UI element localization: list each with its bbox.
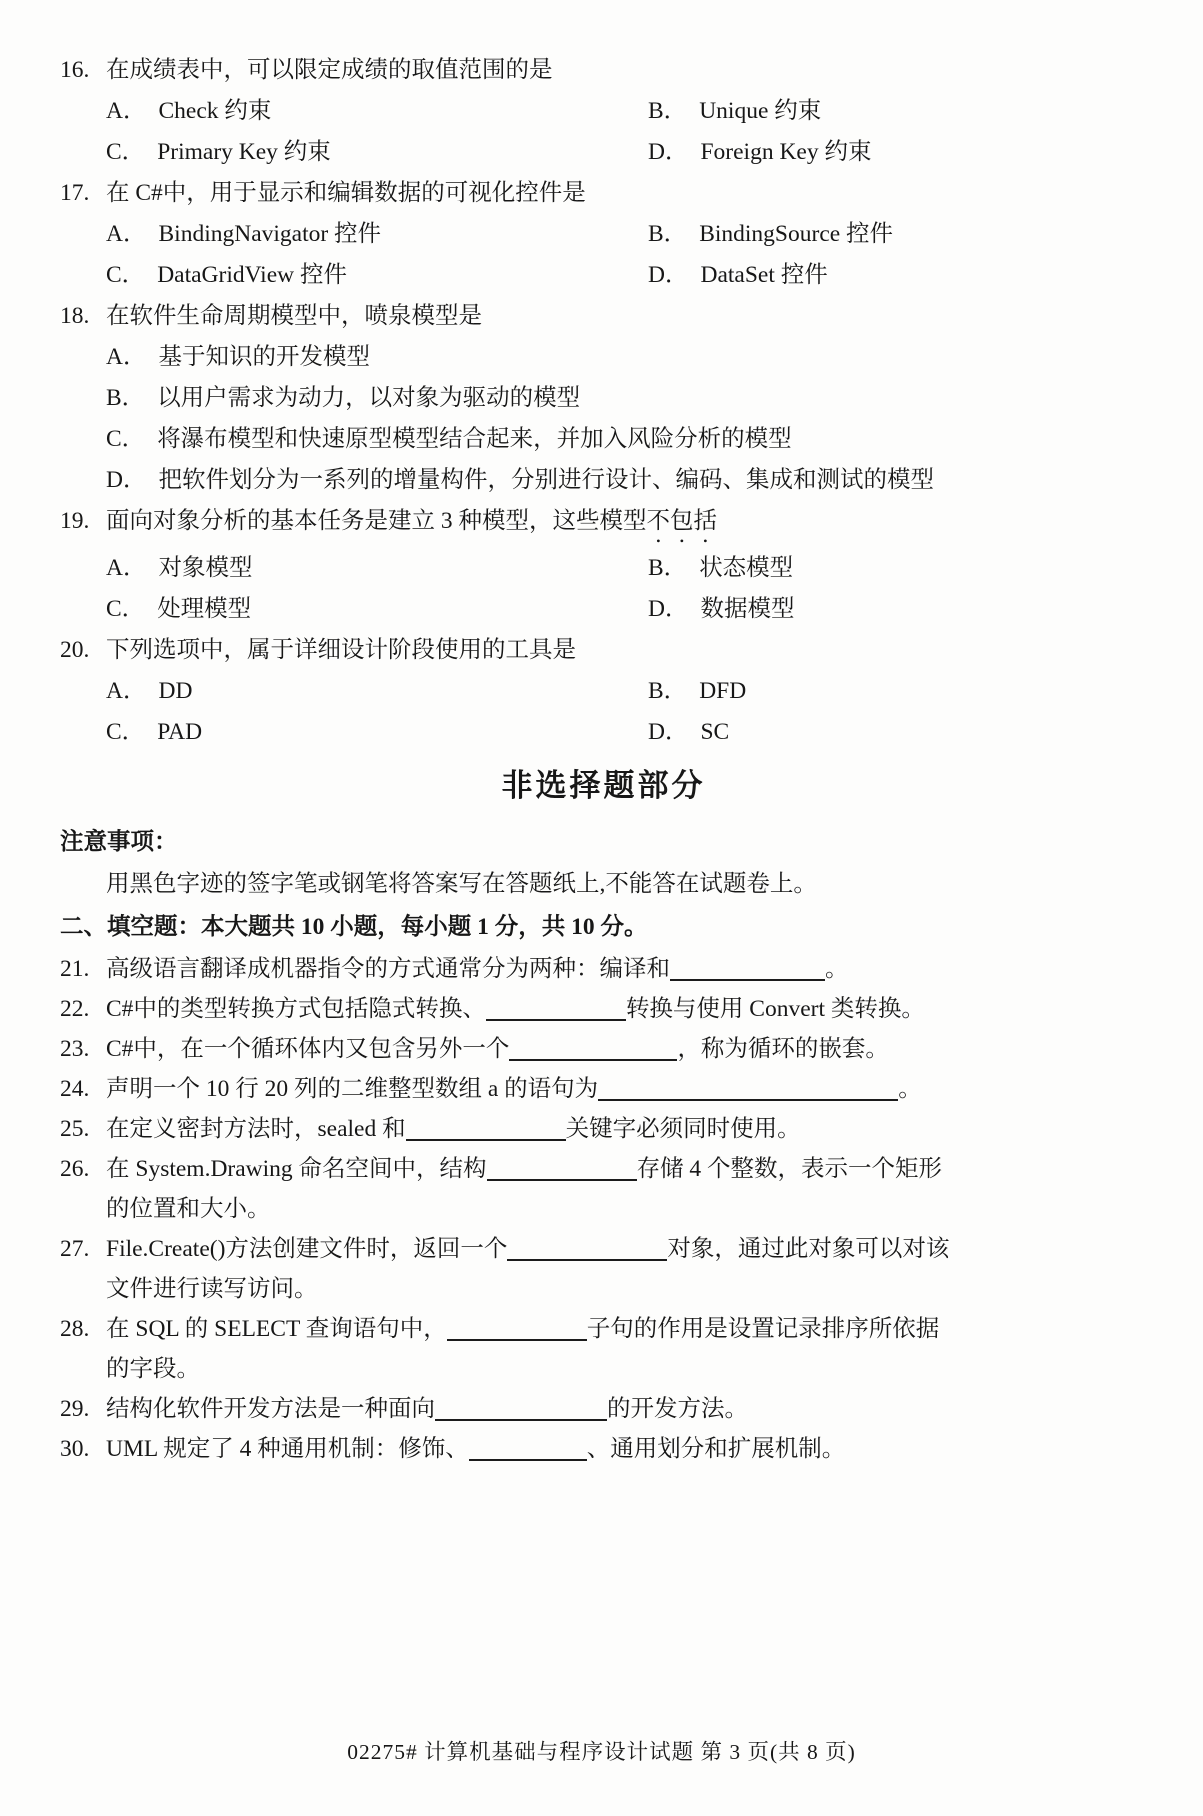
option-c [106,589,648,630]
question-stem: 在成绩表中，可以限定成绩的取值范围的是 [106,57,553,83]
option-label: A． [106,678,147,704]
option-text: SC [700,719,730,745]
option-label: D． [648,596,689,622]
option-label: B． [106,385,146,411]
option-c [106,712,648,753]
page-footer: 02275# 计算机基础与程序设计试题 第 3 页(共 8 页) [347,1740,856,1764]
question-16 [60,50,1147,173]
option-a [106,671,648,712]
option-text: Foreign Key 约束 [700,139,872,165]
option-row [60,589,1147,630]
option-b [648,548,1147,589]
fill-item-29 [60,1389,1147,1429]
fill-post: 。 [898,1076,922,1102]
option-text: Primary Key 约束 [157,139,331,165]
fill-post: 。 [825,956,849,982]
option-a [106,214,648,255]
question-number: 19. [60,508,90,534]
option-d [648,255,1147,296]
option-label: C． [106,426,146,452]
option-text: DataGridView 控件 [157,262,347,288]
question-number: 22. [60,996,90,1022]
fill-post: 对象，通过此对象可以对该 [667,1236,950,1262]
fill-item-25 [60,1109,1147,1149]
option-row [60,91,1147,132]
fill-continuation: 文件进行读写访问。 [106,1276,318,1302]
option-c [106,132,648,173]
fill-pre: C#中，在一个循环体内又包含另外一个 [106,1036,510,1062]
fill-item-text [106,1229,1147,1309]
option-text: DD [158,678,193,704]
question-number: 16. [60,57,90,83]
option-label: A． [106,221,147,247]
option-text: 处理模型 [157,596,252,622]
question-number: 27. [60,1236,90,1262]
fill-continuation: 的位置和大小。 [106,1196,271,1222]
option-label: A． [106,555,147,581]
option-text: 对象模型 [158,555,253,581]
option-text: PAD [157,719,203,745]
fill-item-24 [60,1069,1147,1109]
fill-item-27 [60,1229,1147,1309]
option-c [106,255,648,296]
fill-item-28 [60,1309,1147,1389]
option-label: A． [106,344,147,370]
fill-post: 的开发方法。 [607,1396,748,1422]
option-label: C． [106,262,146,288]
fill-item-text [106,1149,1147,1229]
option-c [106,419,792,460]
option-b [648,671,1147,712]
option-text: Unique 约束 [699,98,822,124]
option-row [60,548,1147,589]
question-number: 26. [60,1156,90,1182]
fill-pre: 在 SQL 的 SELECT 查询语句中， [106,1316,447,1342]
fill-pre: UML 规定了 4 种通用机制：修饰、 [106,1436,469,1462]
section-title: 非选择题部分 [501,768,706,803]
question-stem: 在 C#中，用于显示和编辑数据的可视化控件是 [106,180,586,206]
option-label: D． [648,139,689,165]
fill-item-text [106,949,1147,989]
fill-item-text [106,1109,1147,1149]
blank-line [507,1236,667,1262]
fill-item-text [106,1029,1147,1069]
question-number: 23. [60,1036,90,1062]
option-d [648,712,1147,753]
option-text: BindingNavigator 控件 [158,221,382,247]
blank-line [435,1396,607,1422]
blank-line [598,1076,898,1102]
option-label: C． [106,139,146,165]
question-19 [60,501,1147,630]
fill-item-26 [60,1149,1147,1229]
blank-line [670,956,825,982]
fill-continuation: 的字段。 [106,1356,200,1382]
question-number: 30. [60,1436,90,1462]
option-text: DFD [699,678,747,704]
option-label: D． [106,467,147,493]
fill-pre: C#中的类型转换方式包括隐式转换、 [106,996,486,1022]
option-text: DataSet 控件 [700,262,828,288]
option-text: 以用户需求为动力，以对象为驱动的模型 [157,385,581,411]
fill-pre: 声明一个 10 行 20 列的二维整型数组 a 的语句为 [106,1076,599,1102]
option-label: B． [648,221,688,247]
fill-pre: 在定义密封方法时，sealed 和 [106,1116,406,1142]
option-row [60,255,1147,296]
option-label: D． [648,262,689,288]
option-a [106,91,648,132]
option-text: 基于知识的开发模型 [158,344,370,370]
fill-item-text [106,1069,1147,1109]
option-label: C． [106,719,146,745]
question-number: 29. [60,1396,90,1422]
option-label: D． [648,719,689,745]
option-text: 状态模型 [699,555,794,581]
question-number: 20. [60,637,90,663]
fill-post: ，称为循环的嵌套。 [677,1036,889,1062]
fill-item-text [106,1309,1147,1389]
question-stem [106,501,1147,548]
option-a [106,337,370,378]
question-number: 17. [60,180,90,206]
option-text: BindingSource 控件 [699,221,894,247]
question-18 [60,296,1147,501]
option-a [106,548,648,589]
fill-post: 、通用划分和扩展机制。 [586,1436,846,1462]
option-row [60,419,1147,460]
option-d [648,132,1147,173]
question-number: 18. [60,303,90,329]
blank-line [469,1436,587,1462]
fill-post: 子句的作用是设置记录排序所依据 [586,1316,940,1342]
question-number: 25. [60,1116,90,1142]
option-text: 将瀑布模型和快速原型模型结合起来，并加入风险分析的模型 [157,426,792,452]
fill-pre: 结构化软件开发方法是一种面向 [106,1396,435,1422]
option-d [106,460,934,501]
blank-line [487,1156,637,1182]
blank-line [406,1116,566,1142]
notice-body: 用黑色字迹的签字笔或钢笔将答案写在答题纸上,不能答在试题卷上。 [106,871,817,897]
question-stem-text: 面向对象分析的基本任务是建立 3 种模型，这些模型 [106,508,647,534]
option-row [60,712,1147,753]
blank-line [509,1036,677,1062]
question-number: 21. [60,956,90,982]
option-row [60,214,1147,255]
option-row [60,378,1147,419]
question-20 [60,630,1147,753]
fill-item-22 [60,989,1147,1029]
notice-title: 注意事项： [60,829,178,855]
option-label: C． [106,596,146,622]
question-number: 28. [60,1316,90,1342]
option-b [648,91,1147,132]
fill-pre: 在 System.Drawing 命名空间中，结构 [106,1156,487,1182]
option-text: 数据模型 [700,596,795,622]
question-number: 24. [60,1076,90,1102]
question-stem: 在软件生命周期模型中，喷泉模型是 [106,303,482,329]
option-row [60,132,1147,173]
option-b [648,214,1147,255]
option-row [60,671,1147,712]
option-row [60,337,1147,378]
blank-line [486,996,626,1022]
blank-line [447,1316,587,1342]
fill-post: 转换与使用 Convert 类转换。 [625,996,925,1022]
fill-item-text [106,989,1147,1029]
fill-pre: 高级语言翻译成机器指令的方式通常分为两种：编译和 [106,956,670,982]
option-text: 把软件划分为一系列的增量构件，分别进行设计、编码、集成和测试的模型 [158,467,934,493]
option-label: B． [648,678,688,704]
option-d [648,589,1147,630]
fill-pre: File.Create()方法创建文件时，返回一个 [106,1236,508,1262]
question-stem: 下列选项中，属于详细设计阶段使用的工具是 [106,637,576,663]
option-b [106,378,580,419]
fill-item-23 [60,1029,1147,1069]
fill-section-title: 二、填空题：本大题共 10 小题，每小题 1 分，共 10 分。 [60,914,648,940]
question-17 [60,173,1147,296]
fill-item-text [106,1429,1147,1469]
option-row [60,460,1147,501]
fill-item-21 [60,949,1147,989]
option-label: A． [106,98,147,124]
option-text: Check 约束 [158,98,272,124]
option-label: B． [648,555,688,581]
fill-post: 关键字必须同时使用。 [565,1116,801,1142]
fill-item-30 [60,1429,1147,1469]
fill-post: 存储 4 个整数，表示一个矩形 [636,1156,943,1182]
option-label: B． [648,98,688,124]
question-stem-emphasis: 不包括 [646,508,717,534]
fill-item-text [106,1389,1147,1429]
